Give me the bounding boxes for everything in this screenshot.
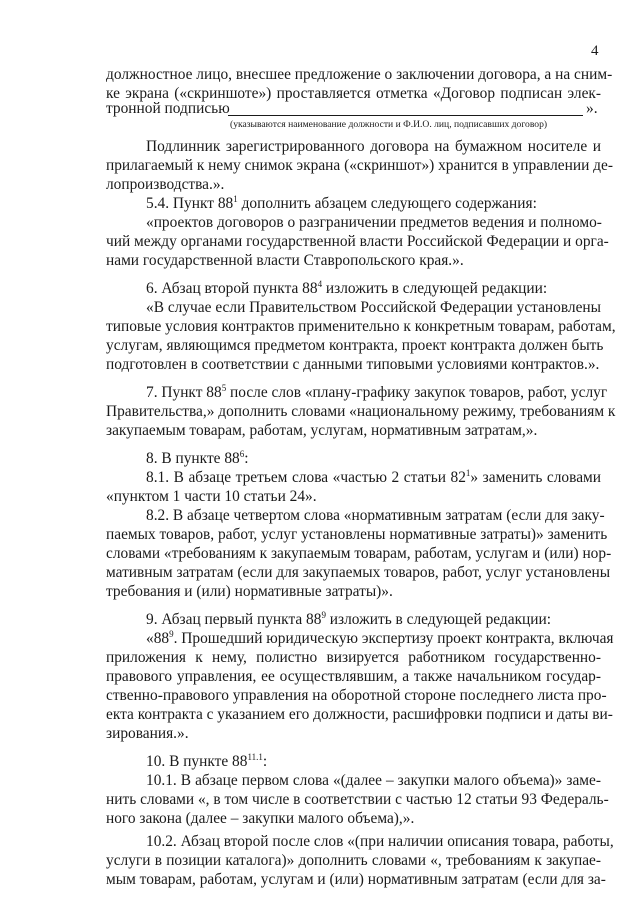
paragraph-line: словами «требованиям к закупаемым товарам, работам, услугам и (или) нор- [106,545,612,562]
subsection-10-2: 10.2. Абзац второй после слов «(при наличии описания товара, работы, [146,833,614,850]
paragraph-line: мым товарам, работам, услугам и (или) нормативным затратам (если для за- [106,871,606,888]
signature-caption: (указываются наименование должности и Ф.И.О. лиц, подписавших договор) [230,119,548,130]
subsection-8-2: 8.2. В абзаце четвертом слова «нормативным затратам (если для заку- [146,507,605,524]
paragraph-line: подготовлен в соответствии с данными типовыми условиями контрактов.». [106,356,600,373]
paragraph-line: услуги в позиции каталога)» дополнить словами «, требованиям к закупае- [106,852,601,869]
paragraph-line: прилагаемый к нему снимок экрана («скриншот») хранится в управлении де- [106,157,613,174]
paragraph-line: «В случае если Правительством Российской Федерации установлены [146,299,601,316]
subsection-8-1: 8.1. В абзаце третьем слова «частью 2 статьи $82^1$» заменить словами [146,468,601,486]
paragraph-line: нить словами «, в том числе в соответствии с частью 12 статьи 93 Федераль- [106,791,609,808]
paragraph-line: ке экрана («скриншоте») проставляется отметка «Договор подписан элек- [106,85,601,102]
paragraph-line: требования и (или) нормативные затраты)». [106,583,393,600]
paragraph-line: «$88^9$. Прошедший юридическую экспертизу проект контракта, включая [146,629,614,647]
paragraph-line: тронной подписью [106,100,230,117]
page-number: 4 [591,43,599,59]
section-heading-8: 8. В пункте $88^6$: [146,449,249,467]
paragraph-line: типовые условия контрактов применительно к конкретным товарам, работам, [106,318,616,335]
paragraph-line: зирования.». [106,725,189,742]
paragraph-line: «пунктом 1 части 10 статьи 24». [106,488,317,505]
paragraph-line: приложения к нему, полистно визируется работником государственно- [106,649,601,666]
paragraph-line: «проектов договоров о разграничении предметов ведения и полномо- [146,214,602,231]
section-heading-9: 9. Абзац первый пункта $88^9$ изложить в следующей редакции: [146,610,552,628]
section-heading-7: 7. Пункт $88^5$ после слов «плану-графику закупок товаров, работ, услуг [146,383,608,401]
paragraph-line: нами государственной власти Ставропольского края.». [106,252,464,269]
section-heading-10: 10. В пункте $88^{11.1}$: [146,752,268,770]
paragraph-line: екта контракта с указанием его должности, расшифровки подписи и даты ви- [106,706,613,723]
signature-blank-line [228,115,583,116]
paragraph-line: услугам, являющимся предметом контракта, проект контракта должен быть [106,337,604,354]
paragraph-line: ственно-правового управления на оборотной стороне последнего листа про- [106,687,607,704]
paragraph-line: Правительства,» дополнить словами «национальному режиму, требованиям к [106,403,616,420]
section-heading-5-4: 5.4. Пункт $88^1$ дополнить абзацем следующего содержания: [146,194,537,212]
paragraph-line: закупаемым товарам, работам, услугам, нормативным затратам,». [106,422,538,439]
paragraph-line: Подлинник зарегистрированного договора на бумажном носителе и [146,138,601,155]
paragraph-line: паемых товаров, работ, услуг установлены нормативные затраты)» заменить [106,526,608,543]
paragraph-line: ного закона (далее – закупки малого объема),». [106,810,415,827]
paragraph-line: чий между органами государственной власти Российской Федерации и орга- [106,233,609,250]
paragraph-line-end: ». [586,100,598,117]
paragraph-line: мативным затратам (если для закупаемых товаров, работ, услуг установлены [106,564,611,581]
paragraph-line: лопроизводства.». [106,176,225,193]
subsection-10-1: 10.1. В абзаце первом слова «(далее – закупки малого объема)» заме- [146,772,601,789]
paragraph-line: должностное лицо, внесшее предложение о заключении договора, а на сним- [106,66,613,83]
section-heading-6: 6. Абзац второй пункта $88^4$ изложить в следующей редакции: [146,279,548,297]
paragraph-line: правового управления, ее осуществлявшим, а также начальником государ- [106,668,601,685]
